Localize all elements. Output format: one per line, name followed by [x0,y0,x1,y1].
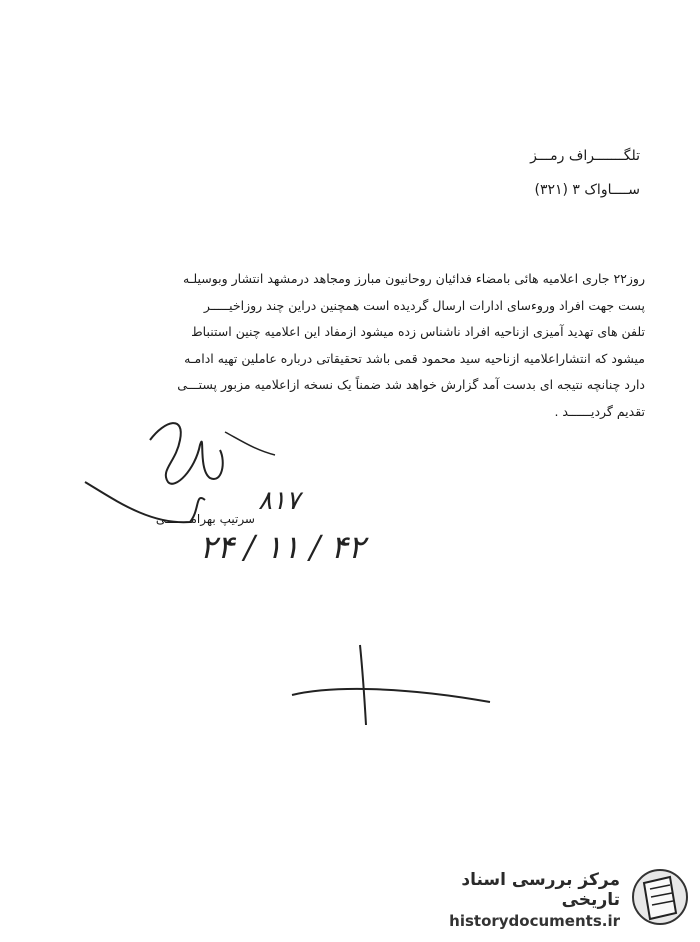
handwritten-number: ۸۱۷ [258,486,300,516]
body-line: میشود که انتشاراعلامیه ازناحیه سید محمود قمی باشد تحقیقاتی درباره عاملین تهیه ادامـه [184,350,645,366]
body-line: دارد چنانچه نتیجه ای بدست آمد گزارش خواهد شد ضمناً یک نسخه ازاعلامیه مزبور پستـــی [177,377,645,392]
body-line: روز۲۲ جاری اعلامیه هائی بامضاء فدائیان روحانیون مبارز ومجاهد درمشهد انتشار وبوسیلـه [182,271,645,286]
book-scroll-logo-icon [630,867,690,927]
signer-name: سرتیپ بهرامـــــــی [155,512,255,526]
body-line: تقدیم گردیــــــد . [554,403,645,419]
body-line: پست جهت افراد وروءسای ادارات ارسال گردیده است همچنین دراین چند روزاخیـــــر [203,297,645,313]
agency-reference: ســــاواک ۳ (۳۲۱) [534,182,640,198]
signature-stroke [225,432,275,455]
telegram-title: تلگـــــــراف رمـــز [530,148,640,164]
archive-watermark [400,862,700,942]
watermark-text [400,870,620,930]
initials-vertical [360,645,366,725]
body-line: تلفن های تهدید آمیزی ازناحیه افراد ناشناس زده میشود ازمفاد این اعلامیه چنین استنباط [191,324,645,339]
handwritten-date: ۲۴ / ۱۱ / ۴۲ [199,528,365,566]
archive-name: مرکز بررسی اسناد تاریخی [461,870,620,910]
initials-horizontal [292,689,490,702]
archive-website: historydocuments.ir [449,912,620,930]
signature-scribble [150,423,223,484]
